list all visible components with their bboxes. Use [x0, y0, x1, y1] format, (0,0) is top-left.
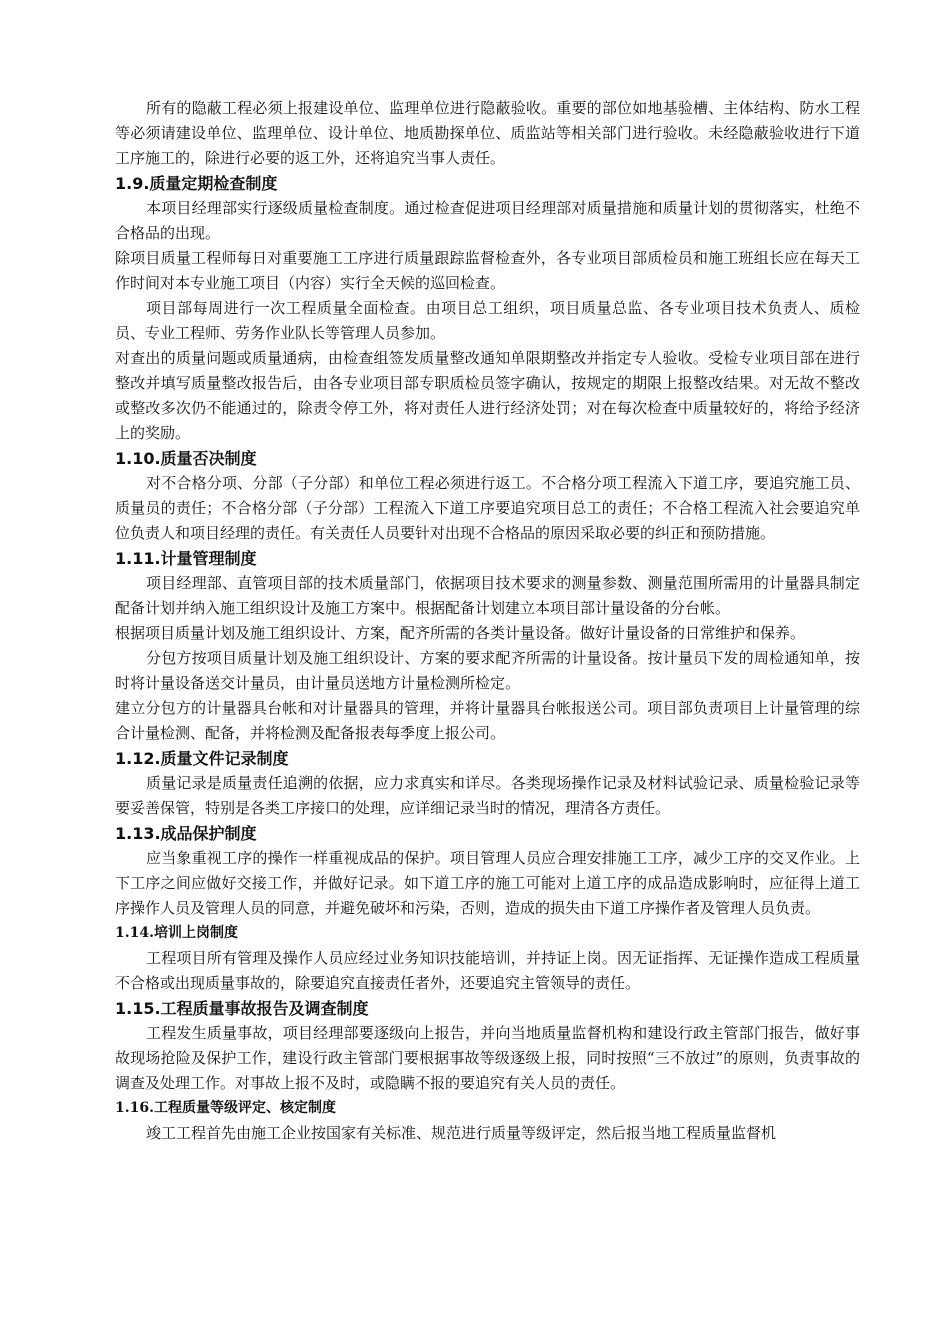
- paragraph-quality-records: 质量记录是质量责任追溯的依据，应力求真实和详尽。各类现场操作记录及材料试验记录、质量检验记录等要妥善保管，特别是各类工序接口的处理，应详细记录当时的情况，理清各方责任。: [115, 774, 860, 817]
- paragraph-rectification: 对查出的质量问题或质量通病，由检查组签发质量整改通知单限期整改并指定专人验收。受检专业项目部在进行整改并填写质量整改报告后，由各专业项目部专职质检员签字确认，按规定的期限上报整改结果。对无故不整改或整改多次仍不能通过的，除责令停工外，将对责任人进行经济处罚；对在每次检查中质量较好的，将给予经济上的奖励。: [115, 349, 860, 442]
- paragraph-training: 工程项目所有管理及操作人员应经过业务知识技能培训，并持证上岗。因无证指挥、无证操作造成工程质量不合格或出现质量事故的，除要追究直接责任者外，还要追究主管领导的责任。: [115, 949, 860, 992]
- heading-1-10-quality-veto: 1.10.质量否决制度: [115, 449, 257, 468]
- document-page: [115, 96, 860, 1146]
- paragraph-grade-assessment: 竣工工程首先由施工企业按国家有关标准、规范进行质量等级评定，然后报当地工程质量监督机: [146, 1124, 777, 1142]
- paragraph-metrology-equipment: 根据项目质量计划及施工组织设计、方案，配齐所需的各类计量设备。做好计量设备的日常维护和保养。: [115, 624, 806, 642]
- heading-1-15-accident-report: 1.15.工程质量事故报告及调查制度: [115, 999, 369, 1018]
- heading-1-12-records: 1.12.质量文件记录制度: [115, 749, 289, 768]
- heading-1-14-training: 1.14.培训上岗制度: [115, 925, 238, 941]
- heading-1-11-metrology: 1.11.计量管理制度: [115, 549, 257, 568]
- heading-1-9-periodic-inspection: 1.9.质量定期检查制度: [115, 174, 278, 193]
- paragraph-daily-inspection: 除项目质量工程师每日对重要施工工序进行质量跟踪监督检查外，各专业项目部质检员和施工班组长应在每天工作时间对本专业施工项目（内容）实行全天候的巡回检查。: [115, 249, 860, 292]
- paragraph-metrology-plan: 项目经理部、直管项目部的技术质量部门，依据项目技术要求的测量参数、测量范围所需用的计量器具制定配备计划并纳入施工组织设计及施工方案中。根据配备计划建立本项目部计量设备的分台帐。: [115, 574, 860, 617]
- heading-1-13-product-protection: 1.13.成品保护制度: [115, 824, 257, 843]
- paragraph-equipment-ledger: 建立分包方的计量器具台帐和对计量器具的管理，并将计量器具台帐报送公司。项目部负责项目上计量管理的综合计量检测、配备，并将检测及配备报表每季度上报公司。: [115, 699, 860, 742]
- paragraph-weekly-inspection: 项目部每周进行一次工程质量全面检查。由项目总工组织，项目质量总监、各专业项目技术负责人、质检员、专业工程师、劳务作业队长等管理人员参加。: [115, 299, 860, 342]
- paragraph-graded-inspection: 本项目经理部实行逐级质量检查制度。通过检查促进项目经理部对质量措施和质量计划的贯彻落实，杜绝不合格品的出现。: [115, 199, 860, 242]
- paragraph-rework: 对不合格分项、分部（子分部）和单位工程必须进行返工。不合格分项工程流入下道工序，要追究施工员、质量员的责任；不合格分部（子分部）工程流入下道工序要追究项目总工的责任；不合格工程流入社会要追究单位负责人和项目经理的责任。有关责任人员要针对出现不合格品的原因采取必要的纠正和预防措施。: [115, 474, 860, 542]
- paragraph-product-protection: 应当象重视工序的操作一样重视成品的保护。项目管理人员应合理安排施工工序，减少工序的交叉作业。上下工序之间应做好交接工作，并做好记录。如下道工序的施工可能对上道工序的成品造成影响时，应征得上道工序操作人员及管理人员的同意，并避免破坏和污染，否则，造成的损失由下道工序操作者及管理人员负责。: [115, 849, 860, 917]
- paragraph-subcontractor-equipment: 分包方按项目质量计划及施工组织设计、方案的要求配齐所需的计量设备。按计量员下发的周检通知单，按时将计量设备送交计量员，由计量员送地方计量检测所检定。: [115, 649, 860, 692]
- paragraph-accident-report: 工程发生质量事故，项目经理部要逐级向上报告，并向当地质量监督机构和建设行政主管部门报告，做好事故现场抢险及保护工作，建设行政主管部门要根据事故等级逐级上报，同时按照“三不放过”的原则，负责事故的调查及处理工作。对事故上报不及时，或隐瞒不报的要追究有关人员的责任。: [115, 1024, 860, 1092]
- paragraph-concealed-works: 所有的隐蔽工程必须上报建设单位、监理单位进行隐蔽验收。重要的部位如地基验槽、主体结构、防水工程等必须请建设单位、监理单位、设计单位、地质勘探单位、质监站等相关部门进行验收。未经隐蔽验收进行下道工序施工的，除进行必要的返工外，还将追究当事人责任。: [115, 99, 860, 167]
- heading-1-16-grade-assessment: 1.16.工程质量等级评定、核定制度: [115, 1100, 336, 1116]
